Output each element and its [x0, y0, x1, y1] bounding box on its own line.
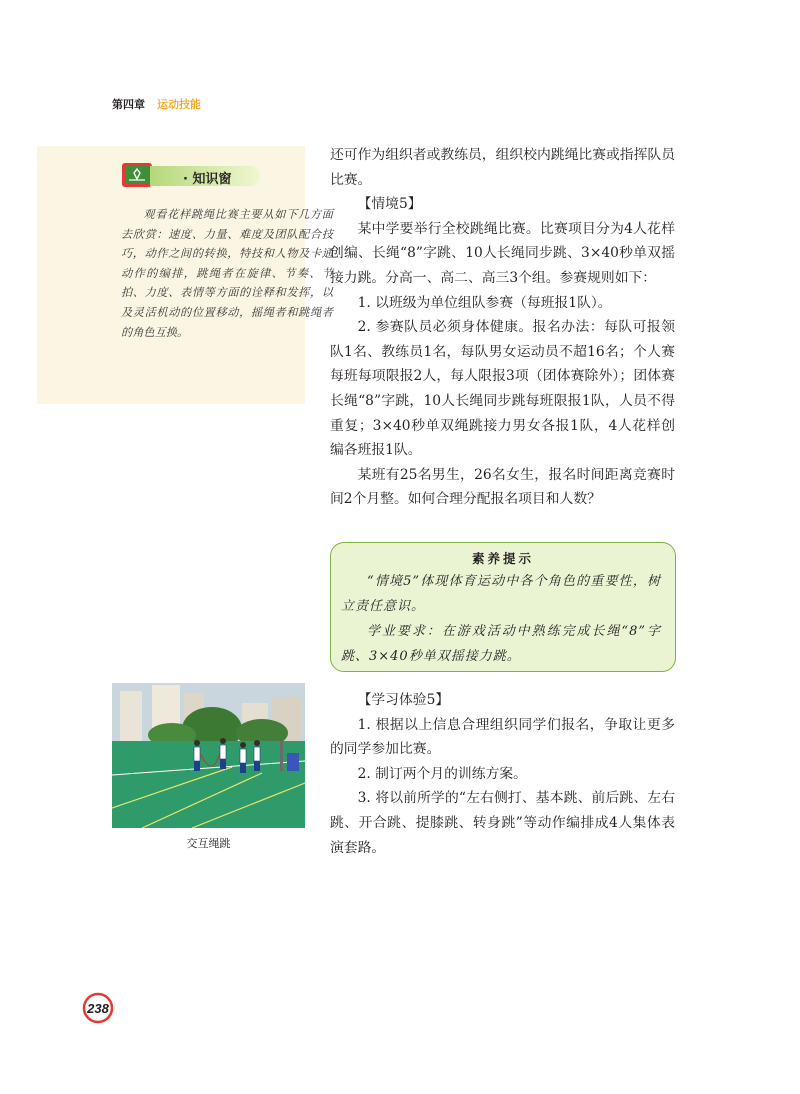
literacy-text: 学业要求：在游戏活动中熟练完成长绳“8”字跳、3×40秒单双摇接力跳。	[341, 624, 661, 664]
main-text	[330, 143, 675, 512]
knowledge-text: 观看花样跳绳比赛主要从如下几方面去欣赏：速度、力量、难度及团队配合技巧，动作之间的转换，特技和人物及卡通动作的编排，跳绳者在旋律、节奏、节拍、力度、表情等方面的诠释和发挥，以及灵活机动的位置移动，摇绳者和跳绳者的角色互换。	[121, 208, 333, 339]
experience-item: 3. 将以前所学的“左右侧打、基本跳、前后跳、左右跳、开合跳、提膝跳、转身跳”等动作编排成4人集体表演套路。	[330, 790, 675, 856]
section-label: 运动技能	[157, 98, 201, 111]
literacy-tip-box	[330, 542, 676, 672]
paragraph: 某中学要举行全校跳绳比赛。比赛项目分为4人花样创编、长绳“8”字跳、10人长绳同步跳、3×40秒单双摇接力跳。分高一、高二、高三3个组。参赛规则如下：	[330, 220, 675, 286]
photo-illustration	[112, 683, 305, 828]
learning-experience	[330, 688, 675, 860]
rule-item: 2. 参赛队员必须身体健康。报名办法：每队可报领队1名、教练员1名，每队男女运动员不超16名；个人赛每班每项限报2人，每人限报3项（团体赛除外）；团体赛长绳“8”字跳，10人长绳同步跳每班限报1队，人员不得重复；3×40秒单双绳跳接力男女各报1队，4人花样创编各班报1队。	[330, 319, 675, 459]
literacy-title: 素养提示	[471, 551, 534, 566]
experience-title: 【学习体验5】	[357, 692, 450, 708]
scenario-heading: 【情境5】	[357, 196, 422, 213]
paragraph: 某班有25名男生，26名女生，报名时间距离竞赛时间2个月整。如何合理分配报名项目和人数？	[330, 466, 675, 508]
page-number: 238	[87, 1001, 109, 1016]
chapter-label: 第四章	[112, 98, 145, 111]
rope-jumping-photo	[112, 683, 305, 828]
chapter-header	[112, 96, 201, 112]
photo-caption: 交互绳跳	[186, 837, 231, 850]
knowledge-title: · 知识窗	[183, 172, 232, 187]
knowledge-window	[37, 146, 333, 404]
page-number-badge	[82, 992, 114, 1024]
paragraph: 还可作为组织者或教练员，组织校内跳绳比赛或指挥队员比赛。	[330, 147, 675, 188]
experience-item: 1. 根据以上信息合理组织同学们报名，争取让更多的同学参加比赛。	[330, 716, 675, 758]
experience-item: 2. 制订两个月的训练方案。	[357, 765, 527, 782]
rule-item: 1. 以班级为单位组队参赛（每班报1队）。	[357, 294, 612, 311]
book-knowledge-icon	[120, 160, 154, 190]
literacy-text: “情境5”体现体育运动中各个角色的重要性，树立责任意识。	[341, 574, 661, 614]
